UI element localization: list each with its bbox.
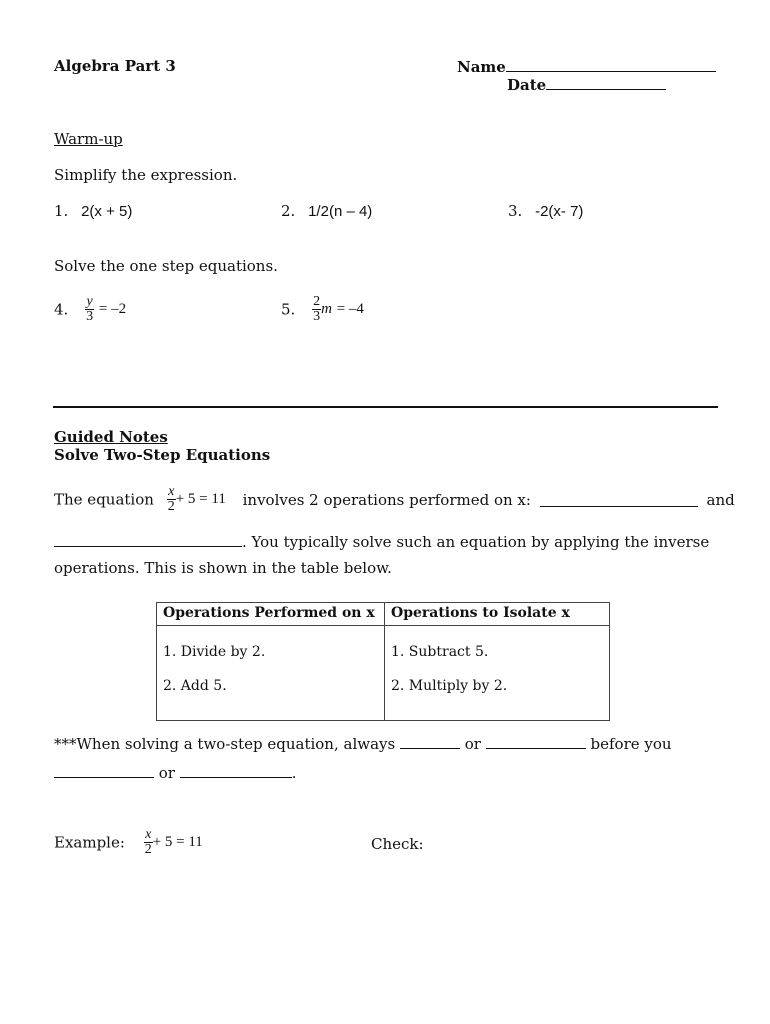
solve-instruction: Solve the one step equations.: [54, 257, 278, 275]
table-cell: 2. Multiply by 2.: [385, 664, 610, 721]
table-row: [157, 626, 610, 665]
fraction-denominator: 2: [167, 499, 175, 514]
table-cell: 1. Subtract 5.: [385, 626, 610, 665]
rule-or-1: or: [464, 735, 481, 753]
date-blank: [546, 75, 666, 90]
table-header-isolate: Operations to Isolate x: [385, 603, 610, 626]
operation-blank-1: [540, 492, 698, 507]
rule-line1: [54, 734, 672, 753]
equation-sentence-line2: [54, 532, 709, 551]
problem-expression: 2(x + 5): [81, 203, 133, 220]
check-label: Check:: [371, 835, 424, 853]
rule-blank-4: [180, 763, 292, 778]
fraction-numerator: x: [168, 484, 175, 499]
equation-rest: = –4: [336, 301, 364, 317]
rule-before: before you: [590, 735, 672, 753]
problem-2: [281, 202, 372, 220]
rule-or-2: or: [158, 764, 175, 782]
guided-notes-heading: Guided Notes: [54, 428, 168, 446]
operation-blank-2: [54, 532, 242, 547]
operations-table: [156, 602, 610, 721]
table-header-performed: Operations Performed on x: [157, 603, 385, 626]
inverse-text: . You typically solve such an equation by applying the inverse: [242, 533, 710, 551]
problem-4: [54, 295, 126, 324]
problem-number: 1.: [54, 202, 69, 220]
problem-expression: 1/2(n – 4): [308, 203, 373, 220]
table-header-row: [157, 603, 610, 626]
fraction-numerator: y: [86, 294, 93, 309]
fraction: [312, 295, 321, 324]
two-step-subheading: Solve Two-Step Equations: [54, 446, 271, 464]
rule-blank-3: [54, 763, 154, 778]
name-label: Name: [457, 58, 506, 76]
table-cell: 2. Add 5.: [157, 664, 385, 721]
fraction-numerator: x: [145, 827, 152, 842]
fraction-denominator: 2: [144, 842, 152, 857]
rule-line2: [54, 763, 297, 782]
operations-text: involves 2 operations performed on x:: [242, 490, 531, 509]
simplify-instruction: Simplify the expression.: [54, 166, 238, 184]
table-row: [157, 664, 610, 721]
problem-number: 5.: [281, 300, 296, 319]
problem-expression: -2(x- 7): [535, 203, 584, 220]
fraction: [144, 828, 153, 857]
problem-5: [281, 295, 364, 324]
and-text: and: [706, 490, 735, 509]
problem-number: 3.: [508, 202, 523, 220]
name-field: [457, 57, 716, 76]
worksheet-title: Algebra Part 3: [54, 57, 176, 75]
fraction: [85, 295, 94, 324]
fraction-denominator: 3: [313, 309, 321, 324]
fraction-denominator: 3: [86, 309, 94, 324]
example-label: Example:: [54, 833, 125, 852]
problem-1: [54, 202, 132, 220]
problem-number: 2.: [281, 202, 296, 220]
fraction: [167, 485, 176, 514]
name-blank: [506, 57, 716, 72]
table-cell: 1. Divide by 2.: [157, 626, 385, 665]
table-intro-text: operations. This is shown in the table below.: [54, 559, 392, 577]
equation-prefix: The equation: [54, 490, 154, 509]
example-line: [54, 828, 203, 857]
date-field: [507, 75, 666, 94]
equation-rest: = –2: [98, 301, 127, 317]
rule-blank-2: [486, 734, 586, 749]
equation-rest: + 5 = 11: [175, 491, 226, 507]
equation-sentence-line1: [54, 485, 735, 514]
equation-rest: + 5 = 11: [152, 834, 203, 850]
rule-blank-1: [400, 734, 460, 749]
date-label: Date: [507, 76, 547, 94]
problem-number: 4.: [54, 300, 69, 319]
equation-variable: m: [321, 301, 332, 317]
rule-end: .: [291, 764, 297, 782]
section-divider: [53, 406, 718, 408]
rule-prefix: ***When solving a two-step equation, always: [54, 735, 396, 753]
fraction-numerator: 2: [313, 294, 321, 309]
warmup-heading: Warm-up: [54, 130, 123, 148]
problem-3: [508, 202, 583, 220]
